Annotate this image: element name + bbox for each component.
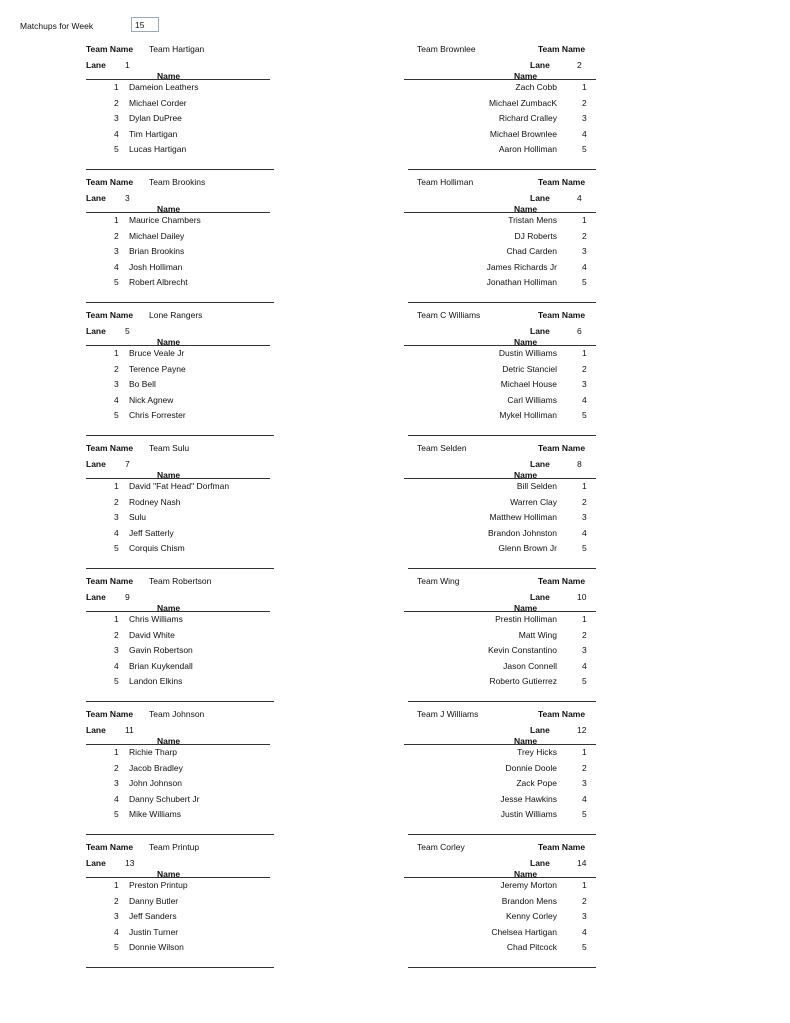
player-number: 4 <box>582 660 587 671</box>
player-number: 5 <box>582 942 587 952</box>
team-name-label: Team Name <box>86 443 134 453</box>
player-number: 2 <box>582 895 587 906</box>
team-name-value: Team Wing <box>417 576 460 586</box>
lane-value: 13 <box>125 858 135 868</box>
name-column-header: Name <box>157 603 181 613</box>
player-number: 5 <box>582 676 587 686</box>
player-name: Michael ZumbacK <box>488 97 557 108</box>
player-name: Jeremy Morton <box>500 880 557 890</box>
player-number: 1 <box>582 348 587 358</box>
name-column-header: Name <box>514 71 538 81</box>
player-name: Bill Selden <box>516 481 557 491</box>
player-name: Brandon Mens <box>501 895 557 906</box>
header-rule <box>86 478 270 479</box>
lane-value: 14 <box>577 858 587 868</box>
player-name: Jonathan Holliman <box>486 277 557 287</box>
player-number: 2 <box>114 762 119 773</box>
player-name: Chad Carden <box>506 246 557 256</box>
lane-label: Lane <box>86 326 106 336</box>
player-name: Michael Brownlee <box>489 128 557 139</box>
player-name: Terence Payne <box>129 363 186 374</box>
player-number: 1 <box>114 614 119 624</box>
player-name: Landon Elkins <box>129 676 183 686</box>
block-separator <box>86 568 274 569</box>
player-name: Jeff Sanders <box>129 911 177 921</box>
player-name: Danny Butler <box>129 895 179 906</box>
lane-label: Lane <box>86 725 106 735</box>
player-number: 5 <box>582 410 587 420</box>
player-number: 1 <box>114 747 119 757</box>
player-number: 5 <box>114 676 119 686</box>
team-name-value: Team Corley <box>417 842 465 852</box>
player-number: 1 <box>114 215 119 225</box>
player-number: 5 <box>114 277 119 287</box>
matchup-right-block <box>404 310 596 442</box>
player-name: Matthew Holliman <box>489 512 557 522</box>
player-number: 1 <box>114 481 119 491</box>
player-name: Jesse Hawkins <box>500 793 557 804</box>
matchup-right-block <box>404 842 596 974</box>
header-rule <box>86 212 270 213</box>
team-name-value: Team Robertson <box>149 576 212 586</box>
player-name: Michael Dailey <box>129 230 185 241</box>
player-name: DJ Roberts <box>514 230 557 241</box>
player-name: Detric Stanciel <box>502 363 557 374</box>
header-rule <box>86 877 270 878</box>
header-rule <box>404 345 596 346</box>
name-column-header: Name <box>157 337 181 347</box>
block-separator <box>408 834 596 835</box>
player-number: 3 <box>114 379 119 389</box>
block-separator <box>408 701 596 702</box>
team-name-label: Team Name <box>538 842 586 852</box>
player-name: Tristan Mens <box>508 215 557 225</box>
player-name: Trey Hicks <box>517 747 557 757</box>
player-number: 1 <box>582 614 587 624</box>
player-name: Chris Forrester <box>129 410 186 420</box>
player-number: 4 <box>114 660 119 671</box>
player-number: 4 <box>582 261 587 272</box>
player-name: Michael House <box>500 379 557 389</box>
lane-value: 6 <box>577 326 582 336</box>
player-number: 1 <box>582 215 587 225</box>
lane-label: Lane <box>86 60 106 70</box>
player-name: Michael Corder <box>129 97 187 108</box>
player-name: Brian Kuykendall <box>129 660 193 671</box>
player-number: 5 <box>582 543 587 553</box>
player-number: 4 <box>114 926 119 937</box>
header-rule <box>86 79 270 80</box>
header-rule <box>86 744 270 745</box>
lane-label: Lane <box>86 592 106 602</box>
page-title: Matchups for Week <box>20 21 94 31</box>
matchup-left-block <box>86 709 274 841</box>
player-name: Justin Turner <box>129 926 179 937</box>
player-number: 2 <box>582 629 587 640</box>
header-rule <box>404 79 596 80</box>
player-number: 5 <box>582 144 587 154</box>
player-name: Chad Pitcock <box>506 942 557 952</box>
team-name-value: Team Brownlee <box>417 44 476 54</box>
player-number: 5 <box>114 543 119 553</box>
name-column-header: Name <box>157 736 181 746</box>
player-name: Chelsea Hartigan <box>491 926 557 937</box>
player-number: 3 <box>582 379 587 389</box>
player-name: Lucas Hartigan <box>129 144 187 154</box>
player-name: Sulu <box>129 512 147 522</box>
lane-value: 10 <box>577 592 587 602</box>
player-number: 1 <box>114 348 119 358</box>
player-number: 4 <box>582 793 587 804</box>
block-separator <box>86 169 274 170</box>
block-separator <box>86 701 274 702</box>
player-name: Justin Williams <box>500 809 557 819</box>
matchup-left-block <box>86 576 274 708</box>
player-number: 2 <box>114 97 119 108</box>
player-number: 2 <box>114 230 119 241</box>
player-name: John Johnson <box>129 778 182 788</box>
lane-value: 9 <box>125 592 130 602</box>
player-number: 5 <box>114 410 119 420</box>
player-number: 1 <box>114 880 119 890</box>
block-separator <box>408 435 596 436</box>
block-separator <box>408 967 596 968</box>
player-number: 4 <box>582 527 587 538</box>
lane-label: Lane <box>86 459 106 469</box>
name-column-header: Name <box>514 337 538 347</box>
player-name: Brian Brookins <box>129 246 185 256</box>
player-number: 2 <box>114 363 119 374</box>
player-number: 4 <box>114 128 119 139</box>
player-number: 5 <box>114 942 119 952</box>
name-column-header: Name <box>514 736 538 746</box>
matchup-right-block <box>404 576 596 708</box>
player-name: Josh Holliman <box>129 261 183 272</box>
player-name: Richard Cralley <box>498 113 557 123</box>
player-number: 4 <box>582 394 587 405</box>
player-name: David White <box>129 629 175 640</box>
player-number: 3 <box>582 113 587 123</box>
player-name: Bruce Veale Jr <box>129 348 185 358</box>
player-number: 2 <box>114 629 119 640</box>
player-number: 2 <box>582 762 587 773</box>
lane-label: Lane <box>530 326 550 336</box>
player-name: Gavin Robertson <box>129 645 193 655</box>
player-name: Rodney Nash <box>129 496 181 507</box>
player-name: Tim Hartigan <box>129 128 178 139</box>
player-number: 5 <box>582 277 587 287</box>
block-separator <box>408 302 596 303</box>
player-name: Mike Williams <box>129 809 181 819</box>
lane-value: 5 <box>125 326 130 336</box>
lane-value: 2 <box>577 60 582 70</box>
player-number: 4 <box>582 926 587 937</box>
name-column-header: Name <box>157 204 181 214</box>
lane-value: 1 <box>125 60 130 70</box>
player-number: 1 <box>582 880 587 890</box>
name-column-header: Name <box>514 204 538 214</box>
lane-label: Lane <box>530 459 550 469</box>
team-name-value: Team C Williams <box>417 310 481 320</box>
team-name-label: Team Name <box>86 709 134 719</box>
player-name: Donnie Doole <box>505 762 557 773</box>
player-name: Robert Albrecht <box>129 277 188 287</box>
block-separator <box>86 967 274 968</box>
team-name-value: Team Brookins <box>149 177 206 187</box>
team-name-value: Team Selden <box>417 443 467 453</box>
team-name-label: Team Name <box>538 177 586 187</box>
player-name: Roberto Gutierrez <box>489 676 557 686</box>
player-name: Zach Cobb <box>515 82 557 92</box>
header-rule <box>86 611 270 612</box>
matchup-left-block <box>86 842 274 974</box>
player-number: 3 <box>114 512 119 522</box>
player-number: 1 <box>582 82 587 92</box>
block-separator <box>86 302 274 303</box>
team-name-value: Lone Rangers <box>149 310 203 320</box>
header-rule <box>404 478 596 479</box>
player-name: Aaron Holliman <box>498 144 557 154</box>
player-name: Brandon Johnston <box>488 527 557 538</box>
player-number: 4 <box>114 261 119 272</box>
player-number: 5 <box>114 144 119 154</box>
player-number: 3 <box>582 645 587 655</box>
player-number: 4 <box>114 527 119 538</box>
player-name: Mykel Holliman <box>499 410 557 420</box>
lane-value: 8 <box>577 459 582 469</box>
player-name: Carl Williams <box>507 394 557 405</box>
block-separator <box>408 568 596 569</box>
player-name: Jeff Satterly <box>129 527 174 538</box>
team-name-label: Team Name <box>86 44 134 54</box>
player-number: 4 <box>582 128 587 139</box>
player-name: Danny Schubert Jr <box>129 793 200 804</box>
player-number: 5 <box>582 809 587 819</box>
player-name: Kenny Corley <box>505 911 557 921</box>
team-name-value: Team Sulu <box>149 443 190 453</box>
player-name: Corquis Chism <box>129 543 185 553</box>
player-name: Dylan DuPree <box>129 113 182 123</box>
lane-label: Lane <box>530 193 550 203</box>
name-column-header: Name <box>514 470 538 480</box>
matchup-left-block <box>86 44 274 176</box>
player-number: 5 <box>114 809 119 819</box>
player-number: 1 <box>582 481 587 491</box>
player-number: 2 <box>114 496 119 507</box>
player-number: 2 <box>582 363 587 374</box>
player-number: 3 <box>114 113 119 123</box>
matchup-left-block <box>86 310 274 442</box>
name-column-header: Name <box>514 603 538 613</box>
player-number: 3 <box>582 778 587 788</box>
header-rule <box>404 611 596 612</box>
team-name-label: Team Name <box>86 842 134 852</box>
player-name: Jacob Bradley <box>129 762 183 773</box>
header-rule <box>404 744 596 745</box>
name-column-header: Name <box>514 869 538 879</box>
player-name: David "Fat Head" Dorfman <box>129 481 230 491</box>
team-name-value: Team Johnson <box>149 709 205 719</box>
player-number: 3 <box>114 911 119 921</box>
lane-label: Lane <box>86 858 106 868</box>
player-name: Dameion Leathers <box>129 82 199 92</box>
matchup-right-block <box>404 709 596 841</box>
player-number: 2 <box>114 895 119 906</box>
team-name-label: Team Name <box>86 576 134 586</box>
player-number: 1 <box>114 82 119 92</box>
team-name-label: Team Name <box>86 177 134 187</box>
player-name: Matt Wing <box>518 629 557 640</box>
matchup-left-block <box>86 443 274 575</box>
matchup-right-block <box>404 443 596 575</box>
player-name: Glenn Brown Jr <box>498 543 557 553</box>
matchup-left-block <box>86 177 274 309</box>
lane-label: Lane <box>530 858 550 868</box>
player-number: 3 <box>114 246 119 256</box>
lane-label: Lane <box>530 60 550 70</box>
lane-value: 12 <box>577 725 587 735</box>
team-name-value: Team Holliman <box>417 177 474 187</box>
lane-value: 3 <box>125 193 130 203</box>
week-number-field[interactable]: 15 <box>131 17 159 32</box>
player-name: Kevin Constantino <box>488 645 557 655</box>
name-column-header: Name <box>157 71 181 81</box>
name-column-header: Name <box>157 470 181 480</box>
player-name: Nick Agnew <box>129 394 174 405</box>
player-name: Dustin Williams <box>498 348 557 358</box>
block-separator <box>408 169 596 170</box>
team-name-label: Team Name <box>538 709 586 719</box>
matchup-right-block <box>404 177 596 309</box>
header-rule <box>86 345 270 346</box>
player-number: 4 <box>114 793 119 804</box>
name-column-header: Name <box>157 869 181 879</box>
player-number: 3 <box>582 911 587 921</box>
player-name: Prestin Holliman <box>495 614 557 624</box>
team-name-label: Team Name <box>538 44 586 54</box>
block-separator <box>86 435 274 436</box>
lane-value: 11 <box>125 725 134 735</box>
team-name-label: Team Name <box>538 443 586 453</box>
player-name: Warren Clay <box>510 496 557 507</box>
player-number: 3 <box>582 512 587 522</box>
lane-label: Lane <box>530 725 550 735</box>
player-name: Bo Bell <box>129 379 156 389</box>
player-name: Preston Printup <box>129 880 188 890</box>
player-name: Jason Connell <box>503 660 557 671</box>
player-name: Donnie Wilson <box>129 942 184 952</box>
header-rule <box>404 212 596 213</box>
lane-value: 4 <box>577 193 582 203</box>
lane-label: Lane <box>86 193 106 203</box>
team-name-value: Team Hartigan <box>149 44 205 54</box>
team-name-label: Team Name <box>86 310 134 320</box>
lane-label: Lane <box>530 592 550 602</box>
player-number: 2 <box>582 230 587 241</box>
player-number: 2 <box>582 496 587 507</box>
player-name: Chris Williams <box>129 614 183 624</box>
matchup-right-block <box>404 44 596 176</box>
player-number: 3 <box>114 778 119 788</box>
block-separator <box>86 834 274 835</box>
player-number: 4 <box>114 394 119 405</box>
player-name: James Richards Jr <box>486 261 557 272</box>
player-number: 2 <box>582 97 587 108</box>
team-name-value: Team Printup <box>149 842 200 852</box>
player-name: Zack Pope <box>516 778 557 788</box>
player-number: 3 <box>114 645 119 655</box>
player-name: Maurice Chambers <box>129 215 201 225</box>
header-rule <box>404 877 596 878</box>
player-name: Richie Tharp <box>129 747 178 757</box>
lane-value: 7 <box>125 459 130 469</box>
team-name-value: Team J Williams <box>417 709 479 719</box>
team-name-label: Team Name <box>538 310 586 320</box>
player-number: 1 <box>582 747 587 757</box>
player-number: 3 <box>582 246 587 256</box>
team-name-label: Team Name <box>538 576 586 586</box>
